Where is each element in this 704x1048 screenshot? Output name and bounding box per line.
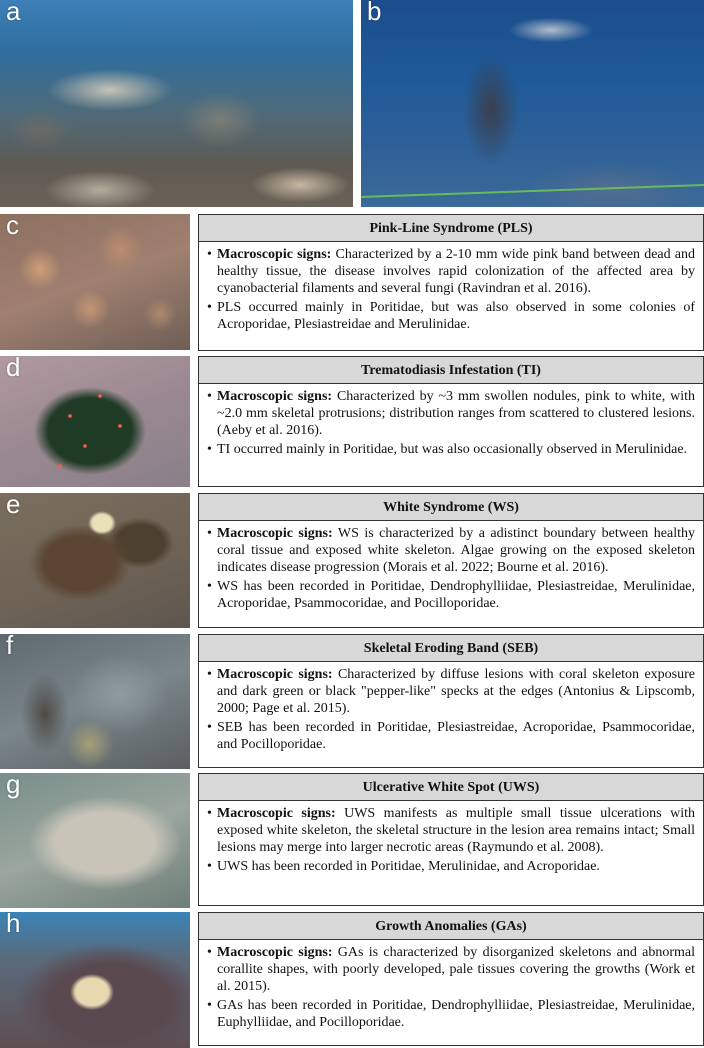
signs-text: Characterized by a 2-10 mm wide pink band between dead and healthy tissue, the disease involves rapid colonization of the affected area by cyanobacterial filaments and several fungi (Ravindran et al. 2016). xyxy=(217,247,695,296)
bullet-families: • WS has been recorded in Poritidae, Dendrophylliidae, Plesiastreidae, Merulinidae, Acroporidae, Psammocoridae, and Pocilloporidae. xyxy=(207,578,695,612)
signs-label: Macroscopic signs: xyxy=(217,389,333,404)
bullet-signs xyxy=(207,525,695,576)
panel-letter-a: a xyxy=(6,0,21,26)
panel-letter-f: f xyxy=(6,634,14,660)
signs-text: Characterized by diffuse lesions with coral skeleton exposure and dark green or black "pepper-like" specks at the edges (Antonius & Lipscomb, 2000; Page et al. 2015). xyxy=(217,667,695,716)
photo-reef-overview xyxy=(0,0,353,207)
photo-pink-line-syndrome xyxy=(0,214,190,350)
panel-letter-d: d xyxy=(6,356,21,382)
panel-letter-c: c xyxy=(6,214,19,240)
bullet-families: • GAs has been recorded in Poritidae, Dendrophylliidae, Plesiastreidae, Merulinidae, Euphylliidae, and Pocilloporidae. xyxy=(207,997,695,1031)
photo-growth-anomalies xyxy=(0,912,190,1048)
box-title: Trematodiasis Infestation (TI) xyxy=(199,357,703,384)
signs-text: GAs is characterized by disorganized skeletons and abnormal corallite shapes, with poorly developed, pale tissues covering the growths (Work et al. 2015). xyxy=(217,945,695,994)
panel-letter-b: b xyxy=(367,0,382,26)
photo-ulcerative-white-spot xyxy=(0,773,190,908)
signs-text: UWS manifests as multiple small tissue ulcerations with exposed white skeleton, the skeletal structure in the lesion area remains intact; Small lesions may merge into larger necrotic areas (Raymundo et al. 2008). xyxy=(217,806,695,855)
bullet-signs xyxy=(207,246,695,297)
bullet-families: • SEB has been recorded in Poritidae, Plesiastreidae, Acroporidae, Psammocoridae, and Pocilloporidae. xyxy=(207,719,695,753)
signs-label: Macroscopic signs: xyxy=(217,526,333,541)
box-title: Ulcerative White Spot (UWS) xyxy=(199,774,703,801)
signs-text: Characterized by ~3 mm swollen nodules, pink to white, with ~2.0 mm skeletal protrusions; distribution ranges from scattered to clustered lesions. (Aeby et al. 2016). xyxy=(217,389,695,438)
bullet-signs xyxy=(207,666,695,717)
box-title: White Syndrome (WS) xyxy=(199,494,703,521)
photo-trematodiasis xyxy=(0,356,190,487)
box-title: Skeletal Eroding Band (SEB) xyxy=(199,635,703,662)
panel-letter-e: e xyxy=(6,493,21,519)
signs-label: Macroscopic signs: xyxy=(217,247,332,262)
bullet-families: • PLS occurred mainly in Poritidae, but was also observed in some colonies of Acroporidae, Plesiastreidae and Merulinidae. xyxy=(207,299,695,333)
bullet-families: • UWS has been recorded in Poritidae, Merulinidae, and Acroporidae. xyxy=(207,858,695,875)
box-title: Pink-Line Syndrome (PLS) xyxy=(199,215,703,242)
box-growth-anomalies xyxy=(198,912,704,1046)
photo-white-syndrome xyxy=(0,493,190,628)
bullet-signs xyxy=(207,944,695,995)
box-title: Growth Anomalies (GAs) xyxy=(199,913,703,940)
signs-text: WS is characterized by a adistinct boundary between healthy coral tissue and exposed white skeleton. Algae growing on the exposed skeleton indicates disease progression (Morais et al. 2022; Bourne et al. 2016). xyxy=(217,526,695,575)
bullet-signs xyxy=(207,388,695,439)
signs-label: Macroscopic signs: xyxy=(217,806,336,821)
transect-line xyxy=(361,184,704,198)
photo-diver-survey xyxy=(361,0,704,207)
box-pink-line-syndrome xyxy=(198,214,704,351)
box-skeletal-eroding-band xyxy=(198,634,704,768)
box-ulcerative-white-spot xyxy=(198,773,704,906)
photo-skeletal-eroding-band xyxy=(0,634,190,769)
signs-label: Macroscopic signs: xyxy=(217,667,333,682)
box-white-syndrome xyxy=(198,493,704,628)
panel-letter-h: h xyxy=(6,912,21,938)
bullet-signs xyxy=(207,805,695,856)
bullet-families: • TI occurred mainly in Poritidae, but was also occasionally observed in Merulinidae. xyxy=(207,441,695,458)
signs-label: Macroscopic signs: xyxy=(217,945,333,960)
panel-letter-g: g xyxy=(6,773,21,799)
box-trematodiasis xyxy=(198,356,704,487)
